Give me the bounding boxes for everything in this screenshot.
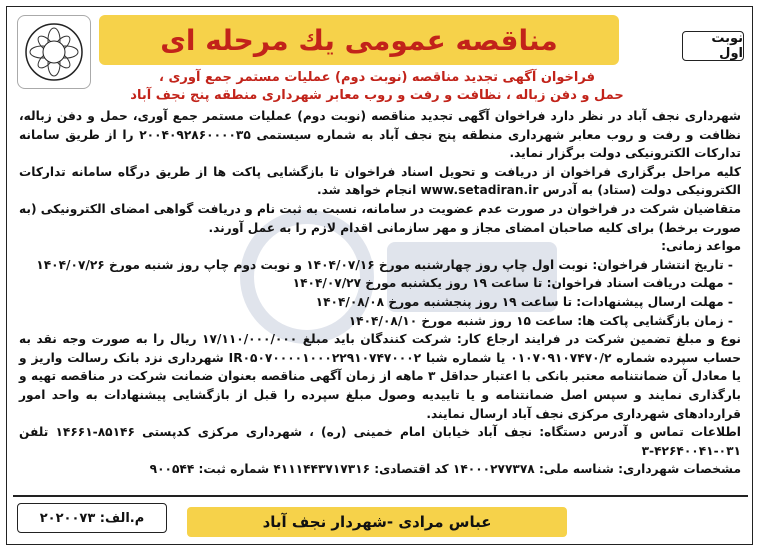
body-paragraph-registration: متقاضیان شرکت در فراخوان در صورت عدم عضویت در سامانه، نسبت به ثبت نام و دریافت گواهی امضای الکترونیکی (به صورت برخط) برای کلیه صاحبان امضای مجاز و مهر سازمانی اقدام لازم را به عمل آورند. [19, 201, 741, 235]
body-paragraph-guarantee: نوع و مبلغ تضمین شرکت در فرایند ارجاع کار: شرکت کنندگان باید مبلغ ۱۷/۱۱۰/۰۰۰/۰۰۰ ریال را به صورت وجه نقد به حساب سپرده شماره ۰۱۰۷۰۹۱۰۷۴۷۰/۲ یا شماره شبا IR۰۵۰۷۰۰۰۰۱۰۰۰۲۲۹۱۰۷۴۷۰۰۰۲ شهرداری نزد بانک رسالت واریز و یا معادل آن ضمانتنامه معتبر بانکی با اعتبار حداقل ۳ ماهه از زمان آگهی مناقصه بعنوان ضمانت شرکت در مناقصه تهیه و بارگذاری نمایند و سپس اصل ضمانتنامه و یا تاییدیه وصول مبلغ سپرده را قبل از بازگشایی پیشنهادات به واحد امور قراردادهای شهرداری مرکزی نجف آباد ارسال نمایند. [19, 332, 741, 421]
municipality-logo [17, 15, 91, 89]
body-paragraph-identifiers: مشخصات شهرداری: شناسه ملی: ۱۴۰۰۰۲۷۷۳۷۸ کد اقتصادی: ۴۱۱۱۴۴۳۷۱۷۳۱۶ شماره ثبت: ۹۰۰۵۴۴ [149, 462, 741, 477]
schedule-item: - مهلت ارسال پیشنهادات: تا ساعت ۱۹ روز پنجشنبه مورخ ۱۴۰۴/۰۸/۰۸ [19, 293, 733, 312]
reference-number-box: م.الف: ۲۰۲۰۰۷۳ [17, 503, 167, 533]
schedule-item: - مهلت دریافت اسناد فراخوان: تا ساعت ۱۹ روز یکشنبه مورخ ۱۴۰۴/۰۷/۲۷ [19, 274, 733, 293]
subtitle-line-1: فراخوان آگهی تجدید مناقصه (نوبت دوم) عملیات مستمر جمع آوری ، [159, 70, 595, 85]
logo-emblem-icon [22, 20, 86, 84]
publication-round-badge: نوبت اول [682, 31, 744, 61]
notice-subtitle [97, 69, 657, 105]
signature-banner: عباس مرادی -شهردار نجف آباد [187, 507, 567, 537]
schedule-list [19, 256, 741, 330]
notice-frame [6, 6, 753, 545]
schedule-heading: مواعد زمانی: [661, 239, 741, 254]
body-paragraph-process: کلیه مراحل برگزاری فراخوان از دریافت و تحویل اسناد فراخوان تا بازگشایی پاکت ها از طریق درگاه سامانه تدارکات الکترونیکی دولت (ستاد) به آدرس www.setadiran.ir انجام خواهد شد. [19, 164, 741, 198]
schedule-item: - تاریخ انتشار فراخوان: نوبت اول چاپ روز چهارشنبه مورخ ۱۴۰۴/۰۷/۱۶ و نوبت دوم چاپ روز شنبه مورخ ۱۴۰۴/۰۷/۲۶ [19, 256, 733, 275]
footer-divider [13, 495, 748, 497]
schedule-item: - زمان بازگشایی پاکت ها: ساعت ۱۵ روز شنبه مورخ ۱۴۰۴/۰۸/۱۰ [19, 312, 733, 331]
notice-title: مناقصه عمومی يك مرحله ای [160, 23, 558, 57]
body-paragraph-contact: اطلاعات تماس و آدرس دستگاه: نجف آباد خیابان امام خمینی (ره) ، شهرداری مرکزی کدپستی ۸۵۱۴۶-۱۴۶۶۱ تلفن ۰۳۱-۴۲۶۴۰۰۴۱-۳ [19, 425, 741, 458]
body-paragraph-intro: شهرداری نجف آباد در نظر دارد فراخوان آگهی تجدید مناقصه (نوبت دوم) عملیات مستمر جمع آوری، حمل و دفن زباله، نظافت و رفت و روب معابر شهرداری منطقه پنج نجف آباد به شماره سیستمی ۲۰۰۴۰۹۲۸۶۰۰۰۰۳۵ را از طریق سامانه تدارکات الکترونیکی دولت برگزار نماید. [19, 109, 742, 161]
notice-body [19, 107, 741, 479]
notice-title-banner [99, 15, 619, 65]
subtitle-line-2: حمل و دفن زباله ، نظافت و رفت و روب معابر شهرداری منطقه پنج نجف آباد [130, 88, 624, 103]
